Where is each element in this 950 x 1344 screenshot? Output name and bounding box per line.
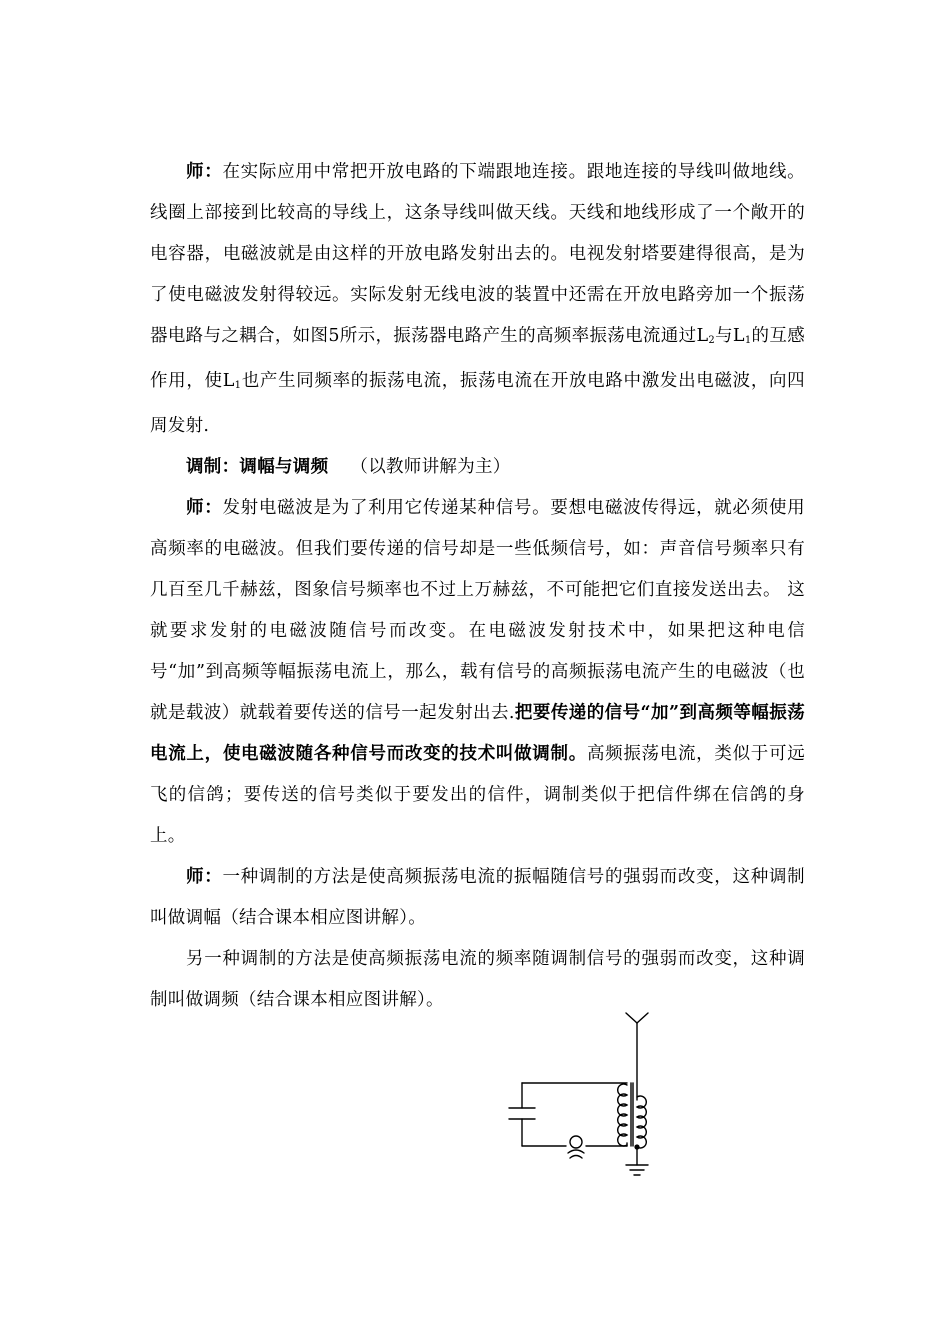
heading-title: 调制：调幅与调频 [186, 457, 329, 477]
paragraph-modulation [150, 488, 805, 857]
inductor-icon [618, 1084, 647, 1148]
document-body [150, 152, 805, 1021]
capacitor-icon [509, 1108, 535, 1119]
paragraph-open-circuit [150, 152, 805, 447]
symbol-L: L [732, 326, 745, 346]
paragraph-text: 也产生同频率的振荡电流，振荡电流在开放电路中激发出电磁波，向四周发射. [150, 371, 805, 436]
paragraph-text: 高频振荡电流，类似于可远飞的信鸽；要传送的信号类似于要发出的信件，调制类似于把信件绑在信鸽的身上。 [150, 744, 805, 846]
paragraph-text: 发射电磁波是为了利用它传递某种信号。要想电磁波传得远，就必须使用高频率的电磁波。但我们要传递的信号却是一些低频信号，如：声音信号频率只有几百至几千赫兹，图象信号频率也不过上万赫兹，不可能把它们直接发送出去。 这就要求发射的电磁波随信号而改变。在电磁波发射技术中，如果把这种电信号“加”到高频等幅振荡电流上，那么，载有信号的高频振荡电流产生的电磁波（也就是载波）就载着要传送的信号一起发射出去. [150, 498, 805, 723]
symbol-L: L [696, 326, 709, 346]
speaker-label: 师： [186, 867, 223, 887]
subscript-1: 1 [234, 380, 242, 391]
speaker-label: 师： [186, 162, 223, 182]
paragraph-fm [150, 939, 805, 1021]
circuit-diagram [500, 1005, 680, 1185]
connector-text: 与 [715, 326, 733, 346]
ground-icon [626, 1165, 648, 1175]
paragraph-am [150, 857, 805, 939]
antenna-icon [626, 1013, 648, 1100]
symbol-L: L [222, 371, 235, 391]
circuit-figure [500, 1005, 680, 1185]
paragraph-text: 一种调制的方法是使高频振荡电流的振幅随信号的强弱而改变，这种调制叫做调幅（结合课本相应图讲解）。 [150, 867, 805, 928]
speaker-label: 师： [186, 498, 223, 518]
spark-gap-icon [568, 1136, 584, 1158]
paragraph-text: 在实际应用中常把开放电路的下端跟地连接。跟地连接的导线叫做地线。线圈上部接到比较高的导线上，这条导线叫做天线。天线和地线形成了一个敞开的电容器，电磁波就是由这样的开放电路发射出去的。电视发射塔要建得很高，是为了使电磁波发射得较远。实际发射无线电波的装置中还需在开放电路旁加一个振荡器电路与之耦合，如图5所示，振荡器电路产生的高频率振荡电流通过 [150, 162, 805, 346]
paragraph-text: 的互感作用，使 [150, 326, 805, 391]
definition-text: 把要传递的信号“加”到高频等幅振荡电流上，使电磁波随各种信号而改变的技术叫做调制。 [150, 703, 805, 764]
paragraph-text: 另一种调制的方法是使高频振荡电流的频率随调制信号的强弱而改变，这种调制叫做调频（结合课本相应图讲解）。 [150, 949, 805, 1010]
subscript-2: 2 [708, 335, 716, 346]
subscript-1: 1 [744, 335, 752, 346]
section-heading [150, 447, 805, 488]
heading-note: （以教师讲解为主） [350, 457, 511, 477]
